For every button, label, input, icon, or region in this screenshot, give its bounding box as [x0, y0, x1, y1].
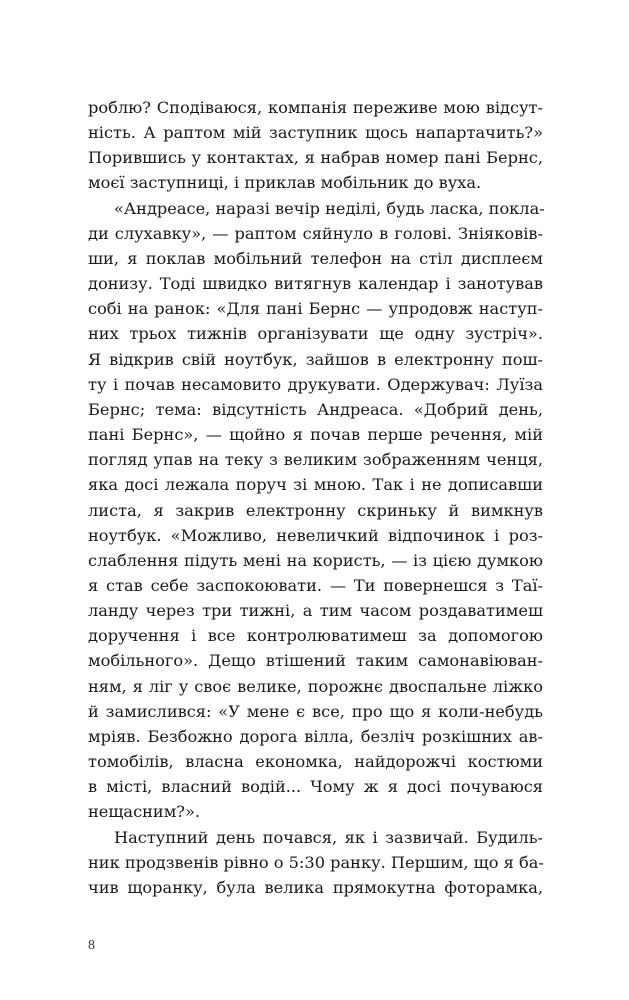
text-line: роблю? Сподіваюся, компанія переживе мою відсут-: [88, 98, 543, 117]
text-line: собі на ранок: «Для пані Бернс — упродовж наступ-: [88, 299, 543, 319]
text-line: ність. А раптом мій заступник щось напартачить?»: [88, 123, 543, 143]
text-line: ши, я поклав мобільний телефон на стіл дисплеєм: [88, 248, 543, 268]
text-line: ту і почав несамовито друкувати. Одержувач: Луїза: [88, 374, 543, 394]
text-line: Порившись у контактах, я набрав номер пані Бернс,: [88, 148, 543, 168]
text-line: яка досі лежала поруч зі мною. Так і не дописавши: [88, 475, 543, 495]
text-line: в місті, власний водій... Чому ж я досі почуваюся: [88, 777, 543, 797]
text-line: Наступний день почався, як і зазвичай. Будиль-: [114, 827, 543, 847]
text-line: чив щоранку, була велика прямокутна фоторамка,: [88, 877, 543, 897]
text-line: доручення і все контролюватимеш за допомогою: [88, 626, 543, 646]
text-line: Я відкрив свій ноутбук, зайшов в електронну пош-: [88, 349, 543, 369]
text-line: нещасним?».: [88, 802, 201, 822]
text-line: слаблення підуть мені на користь, — із цією думкою: [88, 550, 543, 570]
text-line: й замислився: «У мене є все, про що я коли-небудь: [88, 701, 543, 721]
page-number: 8: [88, 938, 95, 953]
text-line: ланду через три тижні, а тим часом роздаватимеш: [88, 601, 543, 621]
body-text: [88, 95, 543, 900]
text-line: я став себе заспокоювати. — Ти повернешся з Таї-: [88, 575, 543, 595]
text-line: пані Бернс», — щойно я почав перше речення, мій: [88, 425, 543, 445]
text-line: томобілів, власна економка, найдорожчі костюми: [88, 752, 543, 772]
text-line: них трьох тижнів організувати ще одну зустріч».: [88, 324, 543, 344]
text-line: мобільного». Дещо втішений таким самонавіюван-: [88, 651, 543, 671]
text-line: ням, я ліг у своє велике, порожнє двоспальне ліжко: [88, 676, 543, 696]
text-line: «Андреасе, наразі вечір неділі, будь ласка, покла-: [114, 198, 545, 218]
text-line: моєї заступниці, і приклав мобільник до вуха.: [88, 173, 482, 193]
text-line: Бернс; тема: відсутність Андреаса. «Добрий день,: [88, 399, 543, 419]
text-line: ноутбук. «Можливо, невеличкий відпочинок і роз-: [88, 525, 543, 545]
text-line: погляд упав на теку з великим зображенням ченця,: [88, 450, 543, 470]
text-line: ди слухавку», — раптом сяйнуло в голові. Зніяковів-: [88, 223, 543, 243]
text-line: листа, я закрив електронну скриньку й вимкнув: [88, 500, 543, 520]
text-line: мріяв. Безбожно дорога вілла, безліч розкішних ав-: [88, 726, 543, 746]
text-line: донизу. Тоді швидко витягнув календар і занотував: [88, 274, 543, 294]
text-line: ник продзвенів рівно о 5:30 ранку. Першим, що я ба-: [88, 852, 544, 872]
